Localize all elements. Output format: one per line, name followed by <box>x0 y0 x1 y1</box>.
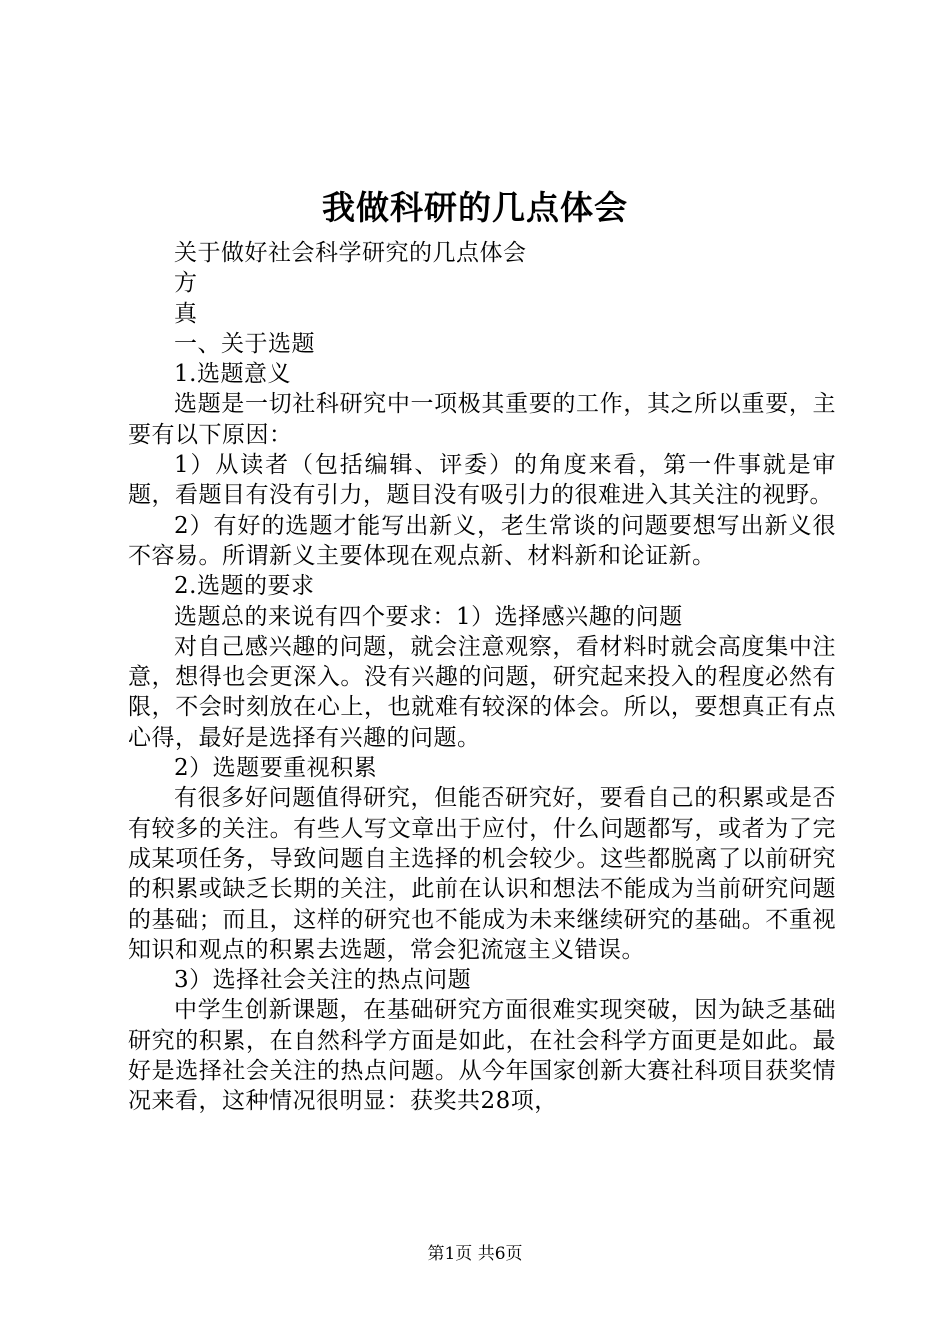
paragraph: 1）从读者（包括编辑、评委）的角度来看，第一件事就是审题，看题目有没有引力，题目没有吸引力的很难进入其关注的视野。 <box>128 452 836 509</box>
document-title: 我做科研的几点体会 <box>322 188 628 227</box>
paragraph: 中学生创新课题，在基础研究方面很难实现突破，因为缺乏基础研究的积累，在自然科学方面是如此，在社会科学方面更是如此。最好是选择社会关注的热点问题。从今年国家创新大赛社科项目获奖情况来看，这种情况很明显：获奖共28项， <box>128 997 836 1115</box>
paragraph: 选题是一切社科研究中一项极其重要的工作，其之所以重要，主要有以下原因： <box>128 391 836 448</box>
paragraph-subtitle: 关于做好社会科学研究的几点体会 <box>174 240 527 266</box>
subheading-significance: 1.选题意义 <box>174 361 291 388</box>
page-footer: 第1页 共6页 <box>427 1244 523 1264</box>
paragraph: 对自己感兴趣的问题，就会注意观察，看材料时就会高度集中注意，想得也会更深入。没有兴趣的问题，研究起来投入的程度必然有限，不会时刻放在心上，也就难有较深的体会。所以，要想真正有点心得，最好是选择有兴趣的问题。 <box>128 633 836 751</box>
subheading-accumulation: 2）选题要重视积累 <box>174 755 378 782</box>
paragraph-author-given-name: 真 <box>174 300 198 327</box>
paragraph: 选题总的来说有四个要求：1）选择感兴趣的问题 <box>174 603 683 630</box>
section-heading-topic-selection: 一、关于选题 <box>174 330 315 357</box>
subheading-requirements: 2.选题的要求 <box>174 573 315 600</box>
subheading-hot-topics: 3）选择社会关注的热点问题 <box>174 967 472 994</box>
paragraph-author-surname: 方 <box>174 270 198 297</box>
paragraph: 有很多好问题值得研究，但能否研究好，要看自己的积累或是否有较多的关注。有些人写文章出于应付，什么问题都写，或者为了完成某项任务，导致问题自主选择的机会较少。这些都脱离了以前研究的积累或缺乏长期的关注，此前在认识和想法不能成为当前研究问题的基础；而且，这样的研究也不能成为未来继续研究的基础。不重视知识和观点的积累去选题，常会犯流寇主义错误。 <box>128 785 836 963</box>
document-body <box>128 238 836 1117</box>
paragraph: 2）有好的选题才能写出新义，老生常谈的问题要想写出新义很不容易。所谓新义主要体现在观点新、材料新和论证新。 <box>128 512 836 569</box>
